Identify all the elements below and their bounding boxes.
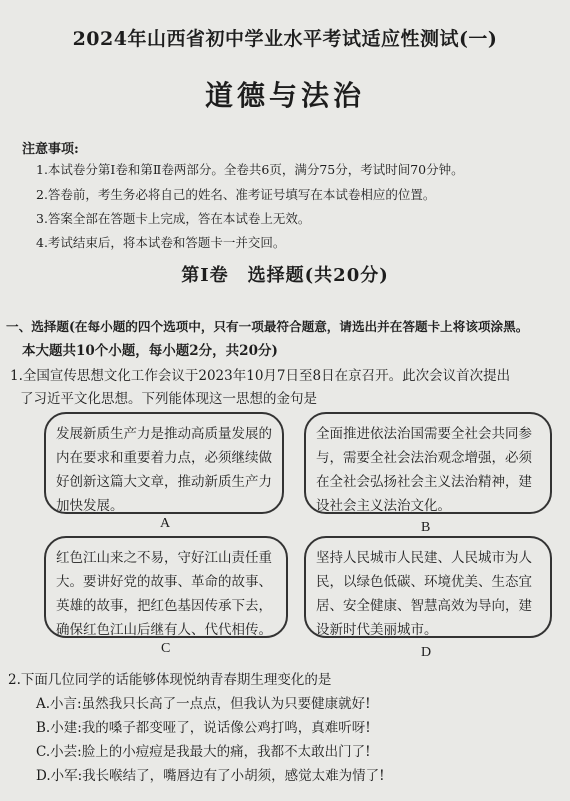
option-b-box: 全面推进依法治国需要全社会共同参与，需要全社会法治观念增强，必须在全社会弘扬社会主义法治精神，建设社会主义法治文化。 (304, 412, 552, 514)
question-1-stem-cont: 了习近平文化思想。下列能体现这一思想的金句是 (20, 391, 317, 407)
section-instruction-cont: 本大题共10个小题，每小题2分，共20分) (22, 343, 278, 359)
option-d-box: 坚持人民城市人民建、人民城市为人民，以绿色低碳、环境优美、生态宜居、安全健康、智慧高效为导向，建设新时代美丽城市。 (304, 536, 552, 638)
note-item: 4.考试结束后，将本试卷和答题卡一并交回。 (36, 235, 286, 250)
question-2-stem: 2.下面几位同学的话能够体现悦纳青春期生理变化的是 (8, 672, 332, 688)
note-item: 1.本试卷分第Ⅰ卷和第Ⅱ卷两部分。全卷共6页，满分75分，考试时间70分钟。 (36, 162, 464, 177)
section-instruction: 一、选择题(在每小题的四个选项中，只有一项最符合题意，请选出并在答题卡上将该项涂黑。 (6, 319, 529, 334)
question-1-stem: 1.全国宣传思想文化工作会议于2023年10月7日至8日在京召开。此次会议首次提出 (10, 368, 511, 384)
question-2-option: A.小言:虽然我只长高了一点点，但我认为只要健康就好! (36, 696, 371, 712)
note-item: 3.答案全部在答题卡上完成，答在本试卷上无效。 (36, 211, 311, 226)
option-d-label: D (421, 645, 432, 660)
subject-title: 道德与法治 (204, 79, 365, 112)
option-b-label: B (421, 520, 431, 535)
option-c-box: 红色江山来之不易，守好江山责任重大。要讲好党的故事、革命的故事、英雄的故事，把红色基因传承下去，确保红色江山后继有人、代代相传。 (44, 536, 288, 638)
option-c-label: C (161, 641, 171, 656)
option-a-box: 发展新质生产力是推动高质量发展的内在要求和重要着力点，必须继续做好创新这篇大文章，推动新质生产力加快发展。 (44, 412, 284, 514)
question-2-option: C.小芸:脸上的小痘痘是我最大的痛，我都不太敢出门了! (36, 744, 371, 760)
part-title: 第Ⅰ卷 选择题(共20分) (181, 265, 389, 286)
note-item: 2.答卷前，考生务必将自己的姓名、准考证号填写在本试卷相应的位置。 (36, 187, 436, 202)
notes-heading: 注意事项: (22, 142, 79, 157)
option-a-label: A (160, 516, 171, 531)
question-2-option: D.小军:我长喉结了，嘴唇边有了小胡须，感觉太难为情了! (36, 768, 385, 784)
question-2-option: B.小建:我的嗓子都变哑了，说话像公鸡打鸣，真难听呀! (36, 720, 371, 736)
exam-title: 2024年山西省初中学业水平考试适应性测试(一) (72, 28, 498, 50)
